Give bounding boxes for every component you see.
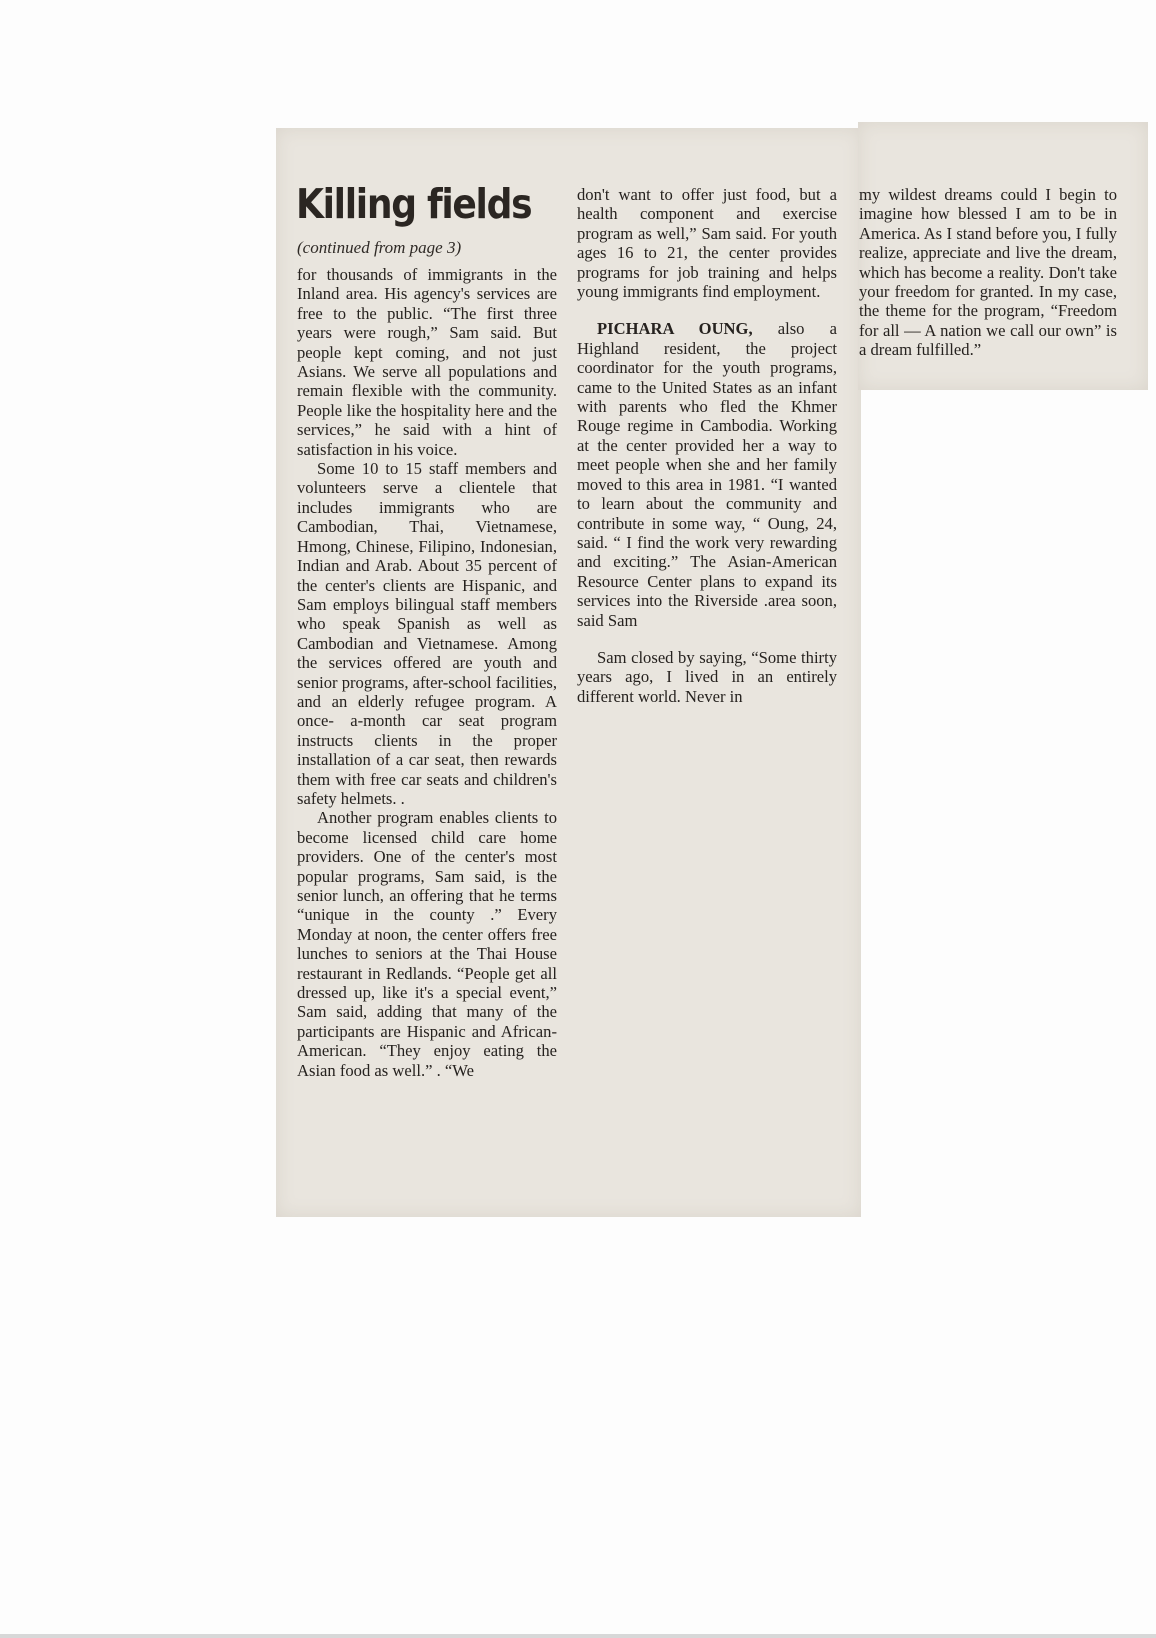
paragraph: don't want to offer just food, but a health component and exercise program as well,” Sam said. For youth ages 16 to 21, the center provides programs for job training and helps young immigrants find employment.	[577, 185, 837, 302]
paragraph: Sam closed by saying, “Some thirty years ago, I lived in an entirely different world. Never in	[577, 647, 837, 706]
paragraph-body: also a Highland resident, the project coordinator for the youth programs, came to the United States as an infant with parents who fled the Khmer Rouge regime in Cambodia. Working at the center provided her a way to meet people when she and her family moved to this area in 1981. “I wanted to learn about the community and contribute in some way, “ Oung, 24, said. “ I find the work very rewarding and exciting.” The Asian-American Resource Center plans to expand its services into the Riverside .area soon, said Sam	[577, 319, 837, 630]
paragraph: for thousands of immigrants in the Inland area. His agency's services are free to the public. “The first three years were rough,” Sam said. But people kept coming, and not just Asians. We serve all populations and remain flexible with the community. People like the hospitality here and the services,” he said with a hint of satisfaction in his voice.	[297, 265, 557, 459]
paragraph: Another program enables clients to become licensed child care home providers. One of the center's most popular programs, Sam said, is the senior lunch, an offering that he terms “unique in the county .” Every Monday at noon, the center offers free lunches to seniors at the Thai House restaurant in Redlands. “People get all dressed up, like it's a special event,” Sam said, adding that many of the participants are Hispanic and African-American. “They enjoy eating the Asian food as well.” . “We	[297, 808, 557, 1080]
article-column-3	[859, 185, 1117, 360]
paragraph: my wildest dreams could I begin to imagine how blessed I am to be in America. As I stand before you, I fully realize, appreciate and live the dream, which has become a reality. Don't take your freedom for granted. In my case, the theme for the program, “Freedom for all — A nation we call our own” is a dream fulfilled.”	[859, 185, 1117, 360]
article-column-2	[577, 185, 837, 706]
paragraph	[577, 319, 837, 630]
article-column-1	[297, 265, 557, 1080]
paragraph: Some 10 to 15 staff members and volunteers serve a clientele that includes immigrants who are Cambodian, Thai, Vietnamese, Hmong, Chinese, Filipino, Indonesian, Indian and Arab. About 35 percent of the center's clients are Hispanic, and Sam employs bilingual staff members who speak Spanish as well as Cambodian and Vietnamese. Among the services offered are youth and senior programs, after-school facilities, and an elderly refugee program. A once- a-month car seat program instructs clients in the proper installation of a car seat, then rewards them with free car seats and children's safety helmets. .	[297, 459, 558, 808]
paragraph-lead-name: PICHARA OUNG,	[597, 319, 753, 339]
continued-note: (continued from page 3)	[297, 238, 462, 257]
headline: Killing fields	[296, 180, 532, 228]
scanner-edge	[0, 1634, 1156, 1638]
